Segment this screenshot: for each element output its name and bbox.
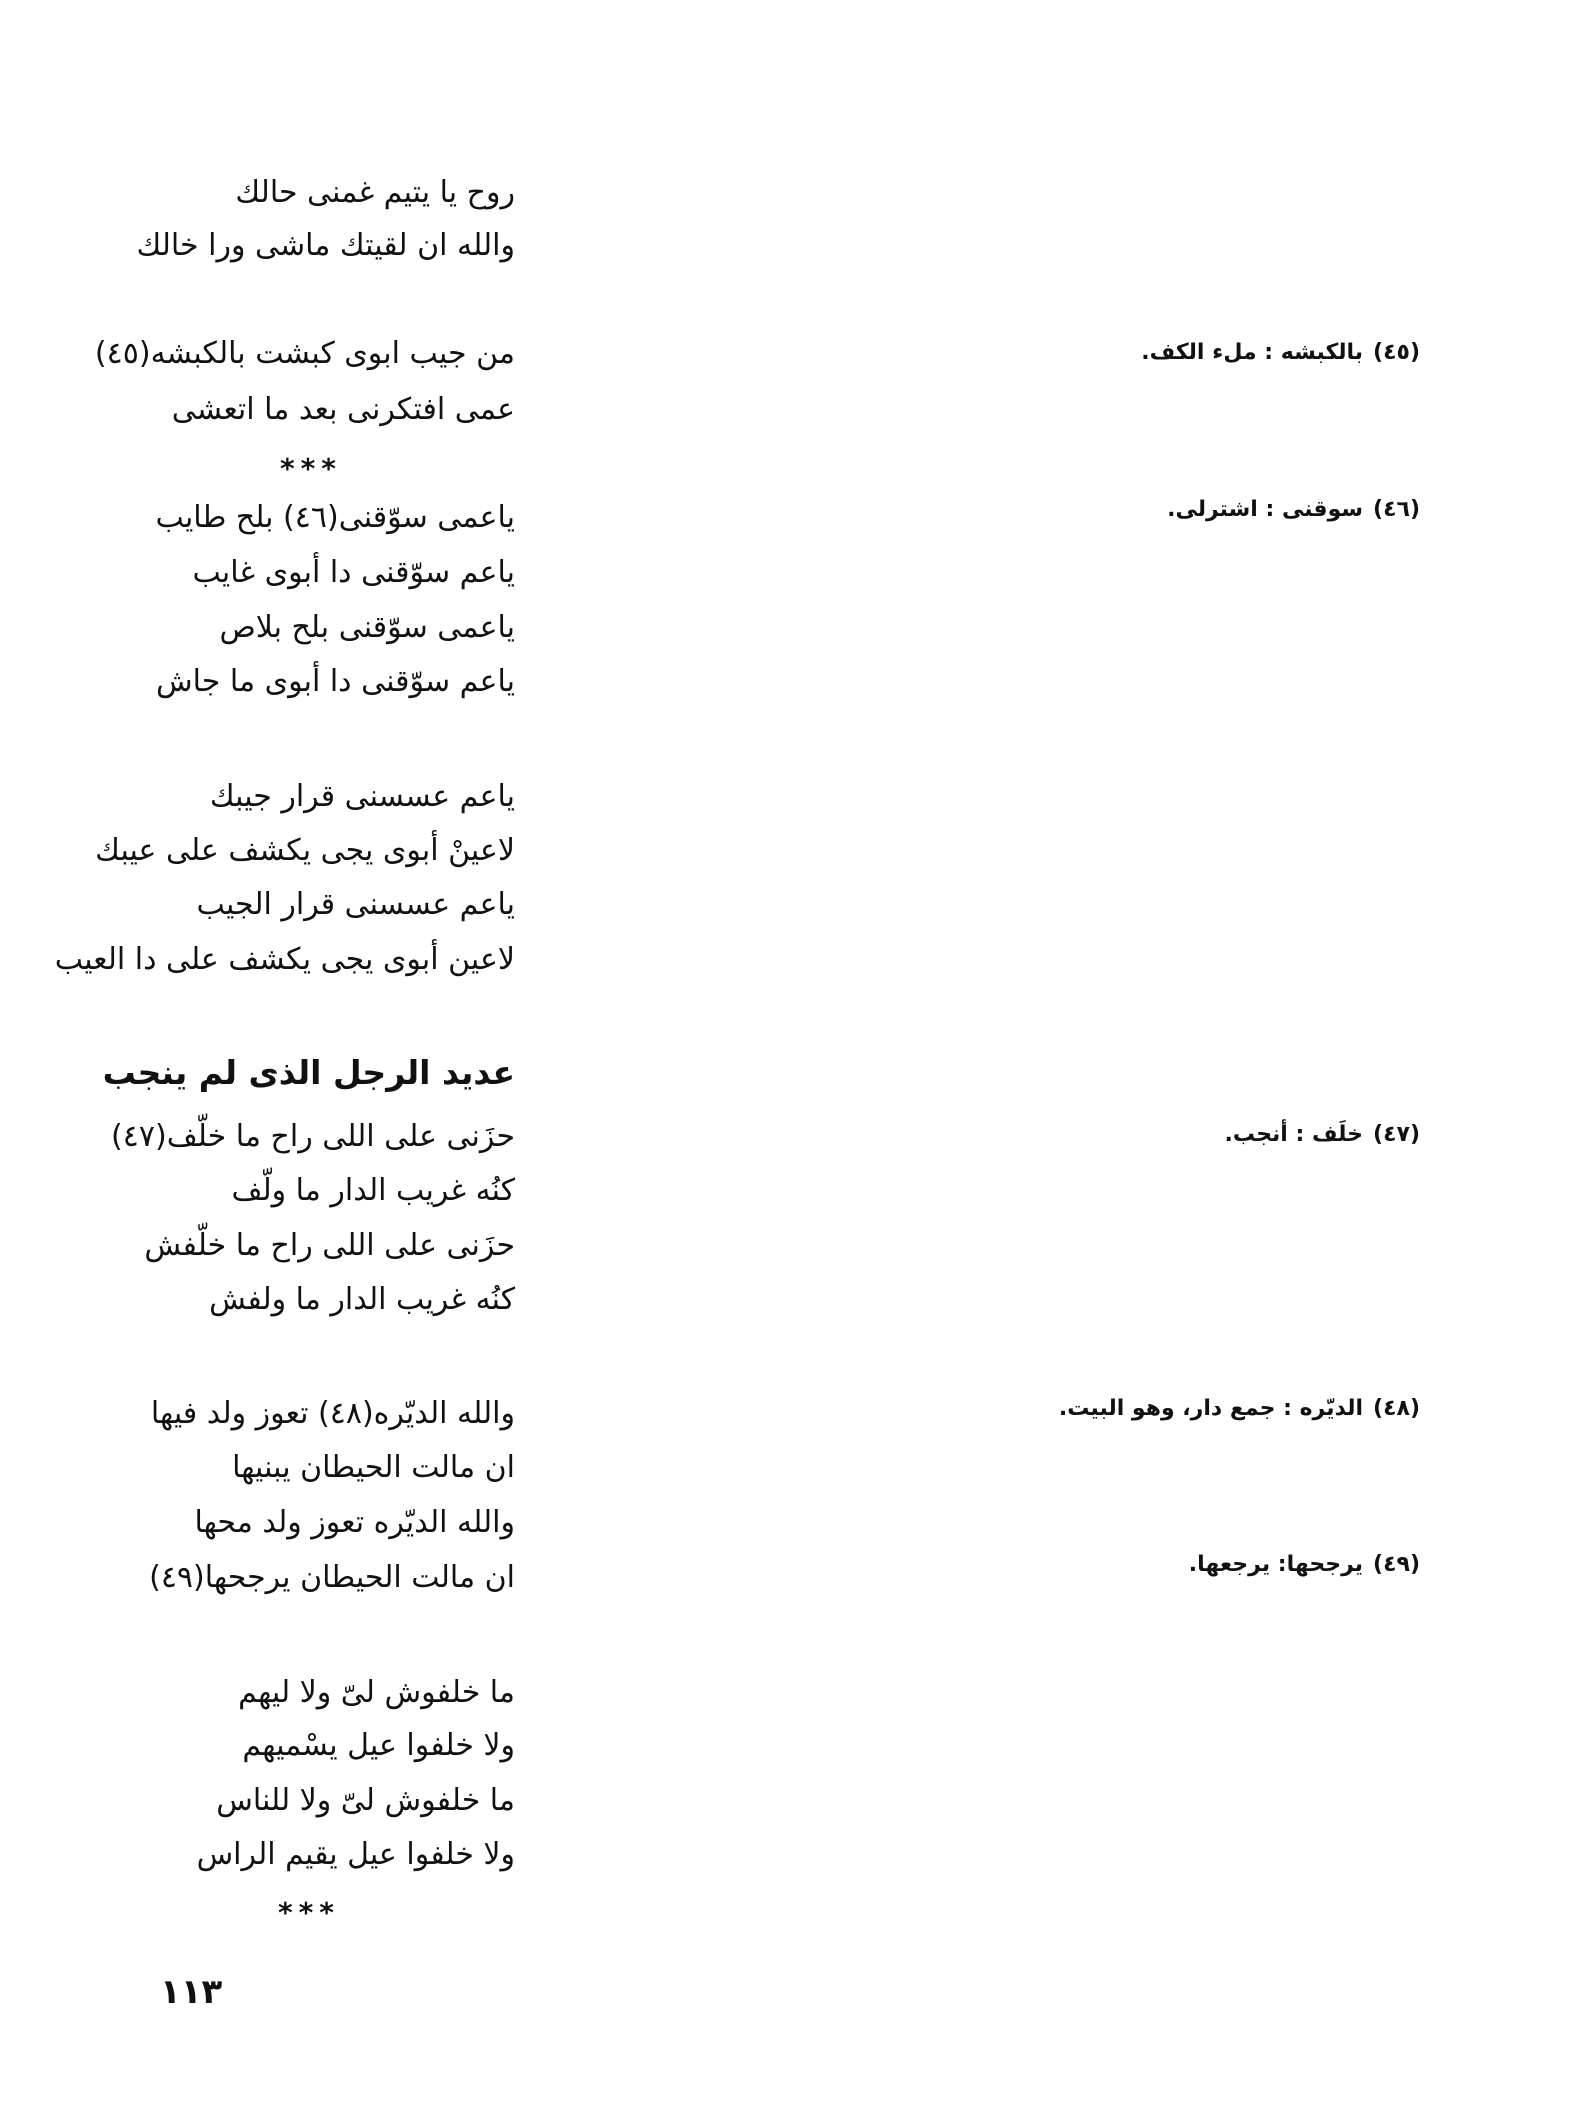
verse-line: ان مالت الحيطان يبنيها	[232, 1450, 515, 1485]
verse-line: ولا خلفوا عيل يقيم الراس	[196, 1837, 515, 1872]
verse-line: ياعم سوّقنى دا أبوى ما جاش	[156, 664, 515, 699]
footnote-number: (٤٧)	[1373, 1122, 1420, 1147]
footnote-text: بالكبشه : ملء الكف.	[1141, 340, 1364, 365]
section-separator: ***	[278, 1896, 340, 1929]
footnote-text: سوقنى : اشترلى.	[1167, 497, 1364, 522]
footnote	[1189, 1550, 1420, 1580]
page-number: ١١٣	[160, 1972, 223, 2012]
verse-line: كنُه غريب الدار ما ولّف	[231, 1173, 515, 1208]
verse-line: والله الديّره(٤٨) تعوز ولد فيها	[150, 1396, 515, 1431]
footnote	[1225, 1120, 1420, 1150]
verse-line: روح يا يتيم غمنى حالك	[235, 175, 515, 210]
footnote-number: (٤٥)	[1373, 340, 1420, 365]
verse-line: ما خلفوش لىّ ولا للناس	[216, 1783, 515, 1818]
footnote-number: (٤٦)	[1373, 497, 1420, 522]
verse-line: ياعم عسسنى قرار جيبك	[209, 779, 515, 814]
verse-line: ياعمى سوّقنى بلح بلاص	[219, 610, 515, 645]
footnote-number: (٤٩)	[1373, 1552, 1420, 1577]
section-heading: عديد الرجل الذى لم ينجب	[102, 1053, 515, 1092]
footnote	[1141, 338, 1420, 368]
section-separator: ***	[280, 452, 342, 485]
verse-line: ياعم عسسنى قرار الجيب	[196, 887, 515, 922]
footnote-text: خلَف : أنجب.	[1224, 1122, 1364, 1147]
verse-line: ان مالت الحيطان يرجحها(٤٩)	[149, 1560, 515, 1595]
footnote-number: (٤٨)	[1373, 1396, 1420, 1421]
verse-line: حزَنى على اللى راح ما خلّف(٤٧)	[111, 1119, 515, 1154]
verse-line: ما خلفوش لىّ ولا ليهم	[238, 1675, 515, 1710]
verse-line: كنُه غريب الدار ما ولفش	[209, 1282, 515, 1317]
verse-line: حزَنى على اللى راح ما خلّفش	[144, 1228, 515, 1263]
verse-line: ياعم سوّقنى دا أبوى غايب	[192, 555, 515, 590]
verse-line: ياعمى سوّقنى(٤٦) بلح طايب	[155, 500, 515, 535]
verse-line: والله ان لقيتك ماشى ورا خالك	[136, 228, 515, 263]
footnote	[1167, 495, 1420, 525]
footnote-text: الديّره : جمع دار، وهو البيت.	[1058, 1396, 1364, 1421]
footnote	[1059, 1394, 1420, 1424]
verse-line: والله الديّره تعوز ولد محها	[194, 1505, 515, 1540]
verse-line: عمى افتكرنى بعد ما اتعشى	[171, 392, 515, 427]
verse-line: لاعين أبوى يجى يكشف على دا العيب	[54, 942, 515, 977]
verse-line: من جيب ابوى كبشت بالكبشه(٤٥)	[94, 336, 515, 371]
verse-line: ولا خلفوا عيل يسْميهم	[242, 1728, 515, 1763]
verse-line: لاعينْ أبوى يجى يكشف على عيبك	[95, 833, 515, 868]
footnote-text: يرجحها: يرجعها.	[1188, 1552, 1364, 1577]
